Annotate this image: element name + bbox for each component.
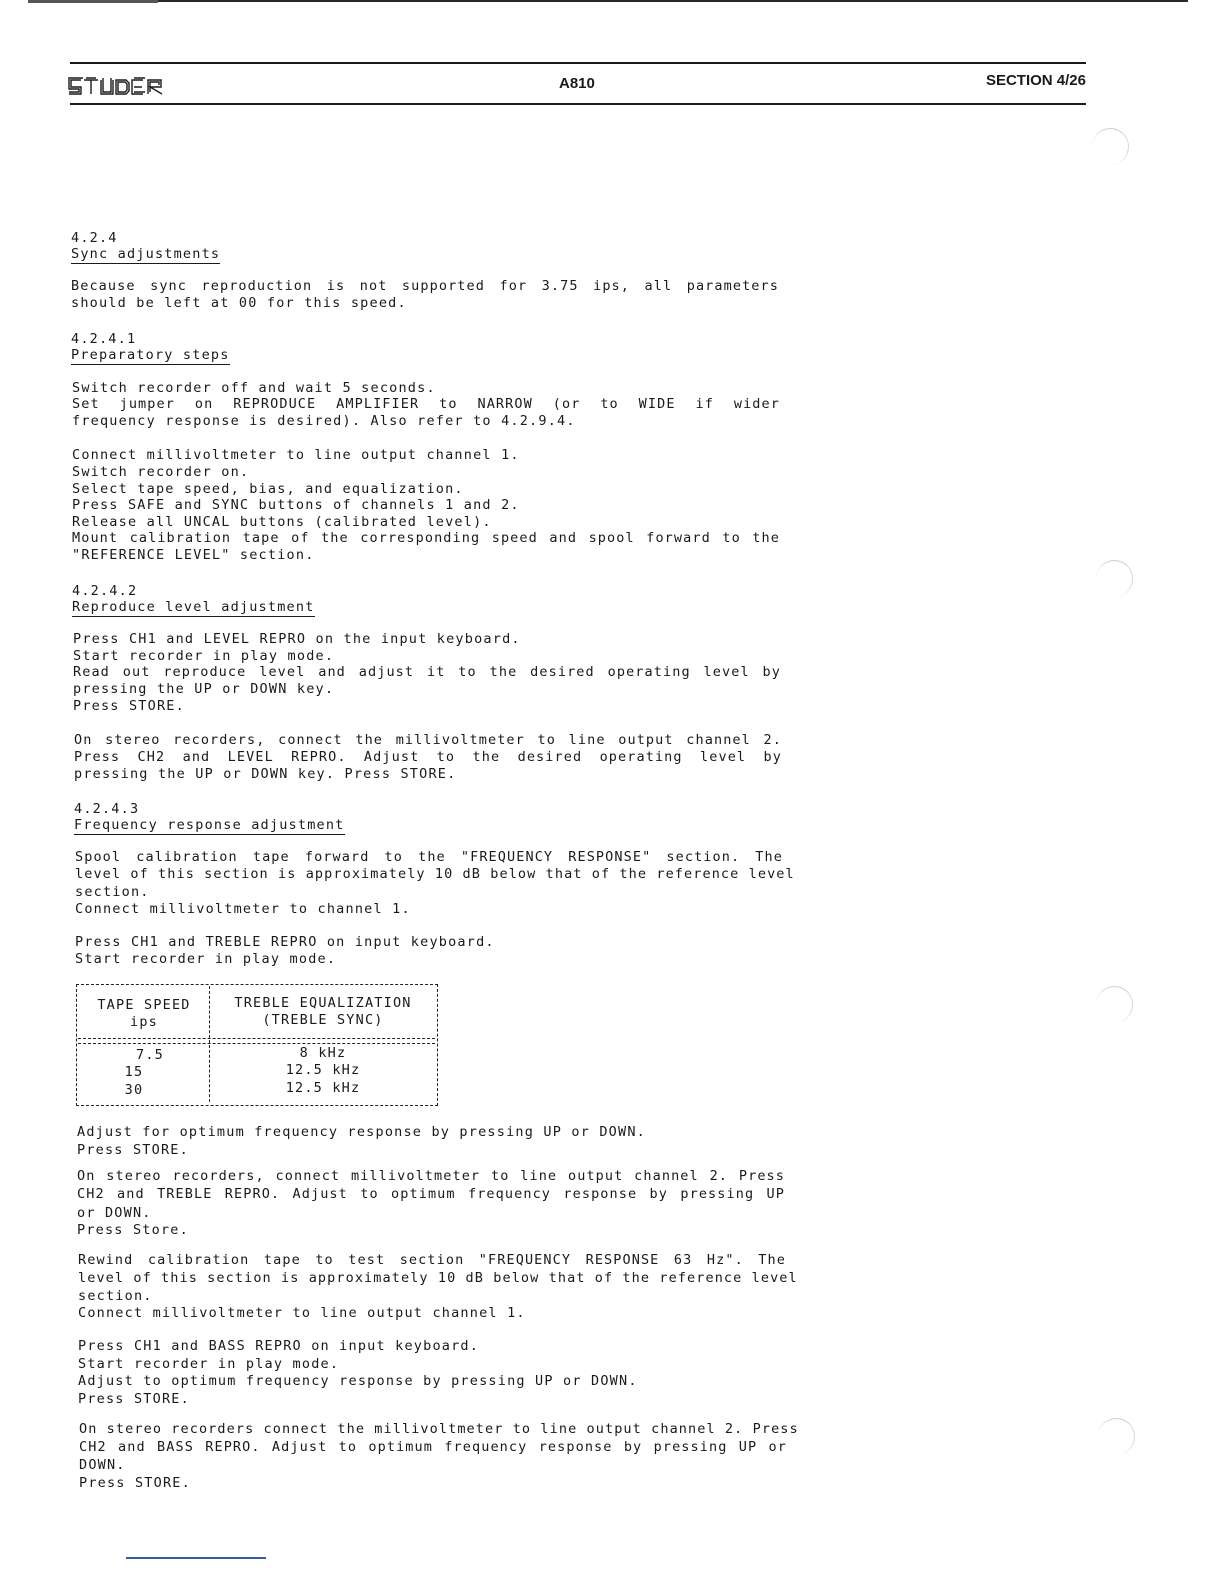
heading-title: Preparatory steps [71,347,230,363]
svg-text:STUDER: STUDER [68,76,72,77]
table-header-cell: (TREBLE SYNC) [262,1012,384,1028]
heading-title: Reproduce level adjustment [72,599,315,615]
heading-number: 4.2.4.1 [71,331,137,347]
table-header-cell: TAPE SPEED [97,997,191,1013]
heading-number: 4.2.4.3 [74,801,140,817]
table-cell-speed: 15 [124,1064,144,1080]
studer-logo [68,76,164,98]
scan-top-edge-accent [28,0,158,3]
paragraph-line: Start recorder in play mode. [73,648,335,664]
paragraph-line: Connect millivoltmeter to line output channel 1. [78,1305,526,1321]
paragraph-line: Adjust to optimum frequency response by pressing UP or DOWN. [78,1373,638,1389]
paragraph-line: level of this section is approximately 10 dB below that of the reference level [75,866,795,882]
paragraph-line: CH2 and BASS REPRO. Adjust to optimum frequency response by pressing UP or [79,1439,787,1455]
paragraph-line: Press CH1 and TREBLE REPRO on input keyboard. [75,934,495,950]
paragraph-line: Press CH1 and LEVEL REPRO on the input keyboard. [73,631,521,647]
paragraph-line: Press STORE. [77,1142,189,1158]
paragraph-line: or DOWN. [77,1205,152,1221]
paragraph-line: frequency response is desired). Also refer to 4.2.9.4. [72,413,576,429]
paragraph-line: Switch recorder off and wait 5 seconds. [72,380,436,396]
punch-hole-mark [1096,986,1133,1023]
paragraph-line: Set jumper on REPRODUCE AMPLIFIER to NARROW (or to WIDE if wider [72,396,780,412]
paragraph-line: Spool calibration tape forward to the "FREQUENCY RESPONSE" section. The [75,849,783,865]
paragraph-line: Start recorder in play mode. [78,1356,340,1372]
table-cell-speed: 7.5 [136,1047,164,1063]
paragraph-line: Press STORE. [78,1391,190,1407]
header-rule-top [70,62,1086,64]
paragraph-line: Read out reproduce level and adjust it to the desired operating level by [73,664,781,680]
footer-mark [126,1557,266,1559]
paragraph-line: should be left at 00 for this speed. [71,295,407,311]
heading-title: Sync adjustments [71,246,221,262]
paragraph-line: Select tape speed, bias, and equalization. [72,481,464,497]
paragraph-line: Because sync reproduction is not supported for 3.75 ips, all parameters [71,278,779,294]
punch-hole-mark [1098,1418,1135,1455]
paragraph-line: section. [75,884,150,900]
paragraph-line: Press Store. [77,1222,189,1238]
paragraph-line: pressing the UP or DOWN key. [73,681,335,697]
paragraph-line: Release all UNCAL buttons (calibrated level). [72,514,492,530]
paragraph-line: Start recorder in play mode. [75,951,337,967]
paragraph-line: level of this section is approximately 10 dB below that of the reference level [78,1270,798,1286]
paragraph-line: Press SAFE and SYNC buttons of channels 1 and 2. [72,497,520,513]
header-rule-bottom [70,103,1086,105]
paragraph-line: Switch recorder on. [72,464,250,480]
paragraph-line: section. [78,1288,153,1304]
table-header-cell: TREBLE EQUALIZATION [234,995,412,1011]
paragraph-line: CH2 and TREBLE REPRO. Adjust to optimum frequency response by pressing UP [77,1186,785,1202]
paragraph-line: Connect millivoltmeter to line output channel 1. [72,447,520,463]
table-cell-eq: 12.5 kHz [285,1080,361,1096]
paragraph-line: Connect millivoltmeter to channel 1. [75,901,411,917]
table-header-divider [78,1038,435,1044]
paragraph-line: Rewind calibration tape to test section "FREQUENCY RESPONSE 63 Hz". The [78,1252,786,1268]
paragraph-line: Adjust for optimum frequency response by pressing UP or DOWN. [77,1124,646,1140]
model-title: A810 [559,75,595,92]
heading-number: 4.2.4.2 [72,583,138,599]
section-number: SECTION 4/26 [985,72,1086,89]
table-cell-speed: 30 [124,1082,144,1098]
paragraph-line: Press STORE. [79,1475,191,1491]
paragraph-line: On stereo recorders connect the millivoltmeter to line output channel 2. Press [79,1421,799,1437]
punch-hole-mark [1096,560,1133,597]
paragraph-line: On stereo recorders, connect millivoltmeter to line output channel 2. Press [77,1168,785,1184]
table-cell-eq: 8 kHz [299,1045,347,1061]
paragraph-line: Press CH2 and LEVEL REPRO. Adjust to the desired operating level by [74,749,782,765]
paragraph-line: On stereo recorders, connect the millivoltmeter to line output channel 2. [74,732,782,748]
paragraph-line: "REFERENCE LEVEL" section. [72,547,315,563]
paragraph-line: DOWN. [79,1457,126,1473]
paragraph-line: Press STORE. [73,698,185,714]
paragraph-line: Mount calibration tape of the corresponding speed and spool forward to the [72,530,780,546]
scan-top-edge [28,0,1188,2]
paragraph-line: pressing the UP or DOWN key. Press STORE. [74,766,457,782]
paragraph-line: Press CH1 and BASS REPRO on input keyboard. [78,1338,480,1354]
heading-title: Frequency response adjustment [74,817,345,833]
punch-hole-mark [1092,128,1129,165]
table-header-cell: ips [130,1014,158,1030]
table-column-divider [209,986,210,1102]
table-cell-eq: 12.5 kHz [285,1062,361,1078]
heading-number: 4.2.4 [71,230,118,246]
